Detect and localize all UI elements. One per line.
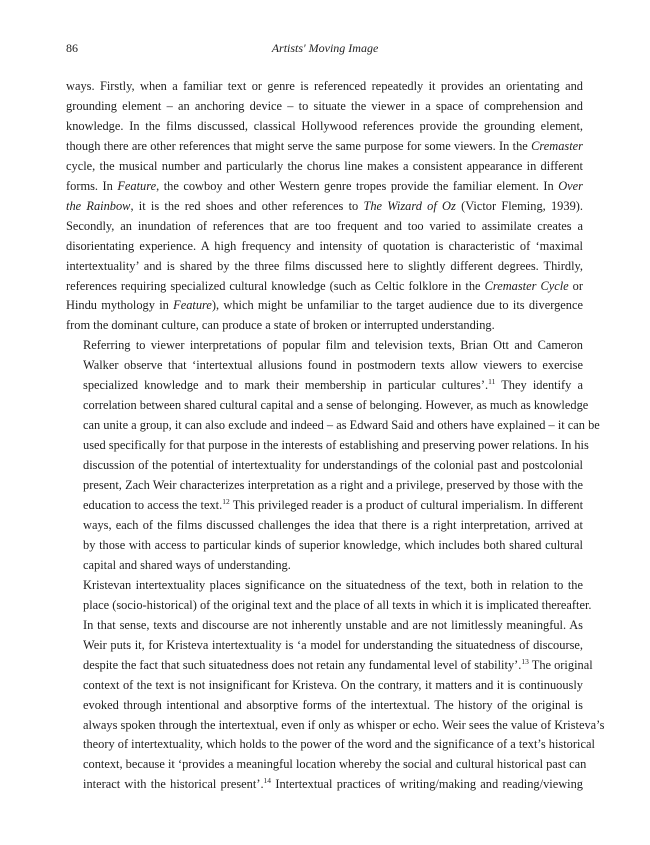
text-segment: by those with access to particular kinds of superior knowledge, which includes both shared cultural bbox=[83, 537, 583, 552]
text-line bbox=[66, 436, 589, 456]
text-segment: present, Zach Weir characterizes interpretation as a right and a privilege, preserved by those with the bbox=[83, 478, 583, 493]
text-segment: ways, each of the films discussed challenges the idea that there is a right interpretation, arrived at bbox=[83, 517, 583, 532]
text-line bbox=[66, 676, 583, 696]
text-segment: always spoken through the intertextual, even if only as whisper or echo. Weir sees the value of Kristeva’s bbox=[83, 717, 605, 732]
text-segment: Kristevan intertextuality places significance on the situatedness of the text, both in relation to the bbox=[83, 577, 583, 592]
text-segment: Weir puts it, for Kristeva intertextuality is ‘a model for understanding the situatedness of discourse, bbox=[83, 637, 583, 652]
text-line bbox=[66, 316, 583, 336]
text-line bbox=[66, 97, 583, 117]
text-line bbox=[66, 217, 583, 237]
text-segment: This privileged reader is a product of cultural imperialism. In different bbox=[229, 498, 584, 513]
footnote-ref: 13 bbox=[521, 656, 529, 666]
body-text bbox=[66, 77, 605, 795]
italic-title: Cremaster bbox=[531, 138, 583, 153]
text-line bbox=[66, 117, 583, 137]
text-segment: , the cowboy and other Western genre tropes provide the familiar element. In bbox=[156, 178, 559, 193]
italic-title: Feature bbox=[173, 298, 212, 313]
text-segment: cycle, the musical number and particularly the chorus line makes a consistent appearance in different bbox=[66, 158, 583, 173]
text-line bbox=[66, 636, 583, 656]
text-line bbox=[66, 656, 593, 676]
text-segment: references requiring specialized cultural knowledge (such as Celtic folklore in the bbox=[66, 278, 485, 293]
text-line bbox=[66, 356, 583, 376]
text-line bbox=[66, 516, 583, 536]
text-segment: specialized knowledge and to mark their membership in particular cultures’. bbox=[83, 378, 489, 393]
text-segment: discussion of the potential of intertextuality for understandings of the colonial past and postcolonial bbox=[83, 458, 583, 473]
text-line bbox=[66, 735, 595, 755]
text-line bbox=[66, 237, 583, 257]
footnote-ref: 14 bbox=[263, 776, 272, 786]
text-segment: (Victor Fleming, 1939). bbox=[455, 198, 583, 213]
text-segment: Referring to viewer interpretations of popular film and television texts, Brian Ott and Cameron bbox=[83, 338, 583, 353]
text-line bbox=[66, 257, 583, 277]
text-segment: correlation between shared cultural capital and a sense of belonging. However, as much as knowledge bbox=[83, 398, 589, 413]
text-segment: though there are other references that might serve the same purpose for some viewers. In the bbox=[66, 138, 532, 153]
text-segment: Secondly, an inundation of references that are too frequent and too varied to assimilate creates a bbox=[66, 218, 583, 233]
text-line bbox=[66, 296, 583, 316]
text-segment: Intertextual practices of writing/making and reading/viewing bbox=[271, 777, 583, 792]
text-segment: used specifically for that purpose in the interests of establishing and preserving power relations. In his bbox=[83, 438, 589, 453]
text-segment: capital and shared ways of understanding. bbox=[83, 557, 291, 572]
text-line bbox=[66, 716, 605, 736]
footnote-ref: 11 bbox=[488, 377, 496, 387]
paragraph bbox=[66, 336, 600, 575]
text-line bbox=[66, 576, 583, 596]
footnote-ref: 12 bbox=[222, 497, 230, 507]
page-header bbox=[0, 41, 650, 61]
text-line bbox=[66, 336, 583, 356]
text-line bbox=[66, 616, 583, 636]
text-segment: interact with the historical present’. bbox=[83, 777, 264, 792]
text-segment: They identify a bbox=[495, 378, 583, 393]
text-line bbox=[66, 177, 583, 197]
text-segment: forms. In bbox=[66, 178, 118, 193]
text-segment: ways. Firstly, when a familiar text or genre is referenced repeatedly it provides an orientating and bbox=[66, 79, 583, 93]
text-segment: intertextuality’ and is shared by the three films discussed here to slightly different degrees. Thirdly, bbox=[66, 258, 583, 273]
italic-title: Cremaster Cycle bbox=[484, 278, 569, 293]
text-segment: can unite a group, it can also exclude and indeed – as Edward Said and others have explained – it can be bbox=[83, 418, 600, 433]
text-line bbox=[66, 157, 583, 177]
text-segment: In that sense, texts and discourse are not inherently unstable and are not limitlessly meaningful. As bbox=[83, 617, 583, 632]
text-segment: from the dominant culture, can produce a state of broken or interrupted understanding. bbox=[66, 318, 495, 333]
text-line bbox=[66, 77, 583, 97]
text-line bbox=[66, 536, 583, 556]
text-segment: ), which might be unfamiliar to the target audience due to its divergence bbox=[211, 298, 583, 313]
text-line bbox=[66, 197, 583, 217]
text-line bbox=[66, 456, 583, 476]
text-segment: disorientating experience. A high frequency and intensity of quotation is characteristic of ‘maximal bbox=[66, 238, 583, 253]
text-segment: knowledge. In the films discussed, classical Hollywood references provide the grounding element, bbox=[66, 118, 583, 133]
text-line bbox=[66, 416, 600, 436]
text-segment: place (socio-historical) of the original text and the place of all texts in which it is implicated thereafter. bbox=[83, 597, 592, 612]
text-line bbox=[66, 696, 583, 716]
italic-title: The Wizard of Oz bbox=[363, 198, 456, 213]
text-segment: or bbox=[568, 278, 583, 293]
text-segment: grounding element – an anchoring device – to situate the viewer in a space of comprehension and bbox=[66, 98, 583, 113]
text-line bbox=[66, 596, 592, 616]
italic-title: the Rainbow bbox=[66, 198, 131, 213]
page-number: 86 bbox=[66, 41, 78, 55]
text-segment: Hindu mythology in bbox=[66, 298, 174, 313]
text-line bbox=[66, 376, 583, 396]
text-segment: , it is the red shoes and other references to bbox=[130, 198, 364, 213]
text-line bbox=[66, 556, 583, 576]
italic-title: Feature bbox=[117, 178, 157, 193]
text-line bbox=[66, 775, 583, 795]
running-head: Artists' Moving Image bbox=[271, 41, 379, 55]
paragraph bbox=[66, 576, 605, 795]
text-segment: context, because it ‘provides a meaningful location whereby the social and cultural historical past can bbox=[83, 757, 587, 772]
text-line bbox=[66, 137, 583, 157]
text-segment: Walker observe that ‘intertextual allusions found in postmodern texts allow viewers to exercise bbox=[83, 358, 583, 373]
italic-title: Over bbox=[558, 178, 583, 193]
paragraph bbox=[66, 77, 583, 336]
text-segment: context of the text is not insignificant for Kristeva. On the contrary, it matters and it is continuously bbox=[83, 677, 583, 692]
text-line bbox=[66, 755, 587, 775]
text-line bbox=[66, 476, 583, 496]
text-segment: despite the fact that such situatedness does not retain any fundamental level of stability’. bbox=[83, 657, 522, 672]
text-line bbox=[66, 396, 589, 416]
text-line bbox=[66, 496, 583, 516]
text-segment: theory of intertextuality, which holds to the power of the word and the significance of a text’s historical bbox=[83, 737, 595, 752]
text-segment: evoked through intentional and absorptive forms of the intertextual. The history of the original is bbox=[83, 697, 583, 712]
text-segment: The original bbox=[528, 657, 593, 672]
text-line bbox=[66, 277, 583, 297]
text-segment: education to access the text. bbox=[83, 498, 223, 513]
